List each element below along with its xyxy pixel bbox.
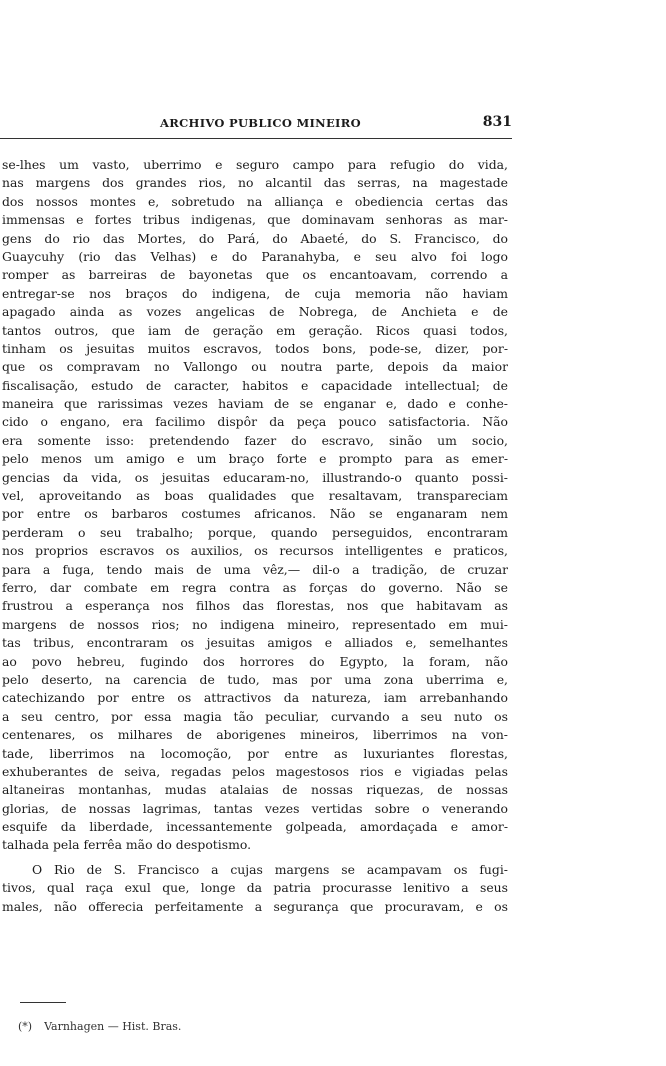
text-line: entregar-se nos braços do indigena, de cuja memoria não haviam	[2, 285, 508, 301]
paragraph-2	[2, 861, 508, 916]
footnote-text: Varnhagen — Hist. Bras.	[44, 1020, 182, 1033]
text-line: nas margens dos grandes rios, no alcantil das serras, na magestade	[2, 175, 508, 191]
text-line: ferro, dar combate em regra contra as forças do governo. Não se	[2, 579, 508, 595]
text-line: vel, aproveitando as boas qualidades que resaltavam, transpareciam	[2, 488, 508, 504]
running-header	[0, 116, 512, 134]
footnote-rule	[20, 1002, 66, 1003]
text-line: tade, liberrimos na locomoção, por entre as luxuriantes florestas,	[2, 745, 508, 761]
text-line: romper as barreiras de bayonetas que os encantoavam, correndo a	[2, 267, 508, 283]
text-line: gens do rio das Mortes, do Pará, do Abaeté, do S. Francisco, do	[2, 230, 508, 246]
text-line: O Rio de S. Francisco a cujas margens se acampavam os fugi-	[32, 861, 508, 877]
text-line: era somente isso: pretendendo fazer do escravo, sinão um socio,	[2, 432, 508, 448]
footnote	[18, 1020, 181, 1033]
text-line: talhada pela ferrêa mão do despotismo.	[2, 837, 252, 853]
header-rule	[0, 138, 512, 139]
text-line: exhuberantes de seiva, regadas pelos magestosos rios e vigiadas pelas	[2, 763, 508, 779]
text-line: esquife da liberdade, incessantemente golpeada, amordaçada e amor-	[2, 819, 508, 835]
text-line: maneira que rarissimas vezes haviam de se enganar e, dado e conhe-	[2, 396, 508, 412]
text-line: pelo menos um amigo e um braço forte e prompto para as emer-	[2, 451, 508, 467]
text-line: altaneiras montanhas, mudas atalaias de nossas riquezas, de nossas	[2, 782, 508, 798]
text-line: centenares, os milhares de aborigenes mineiros, liberrimos na von-	[2, 727, 508, 743]
paragraph-1	[2, 156, 508, 855]
text-line: Guaycuhy (rio das Velhas) e do Paranahyba, e seu alvo foi logo	[2, 248, 508, 264]
text-line: perderam o seu trabalho; porque, quando perseguidos, encontraram	[2, 524, 508, 540]
body-text	[2, 156, 508, 916]
text-line: dos nossos montes e, sobretudo na alliança e obediencia certas das	[2, 193, 508, 209]
text-line: que os compravam no Vallongo ou noutra parte, depois da maior	[2, 359, 508, 375]
page-number: 831	[482, 114, 512, 130]
text-line: gencias da vida, os jesuitas educaram-no, illustrando-o quanto possi-	[2, 469, 508, 485]
running-title: ARCHIVO PUBLICO MINEIRO	[160, 116, 361, 130]
text-line: por entre os barbaros costumes africanos. Não se enganaram nem	[2, 506, 508, 522]
text-line: para a fuga, tendo mais de uma vêz,— dil-o a tradição, de cruzar	[2, 561, 508, 577]
text-line: nos proprios escravos os auxilios, os recursos intelligentes e praticos,	[2, 543, 508, 559]
text-line: males, não offerecia perfeitamente a segurança que procuravam, e os	[2, 898, 508, 914]
text-line: a seu centro, por essa magia tão peculiar, curvando a seu nuto os	[2, 708, 508, 724]
text-line: tas tribus, encontraram os jesuitas amigos e alliados e, semelhantes	[2, 635, 508, 651]
text-line: frustrou a esperança nos filhos das florestas, nos que habitavam as	[2, 598, 508, 614]
text-line: se-lhes um vasto, uberrimo e seguro campo para refugio do vida,	[2, 157, 508, 172]
text-line: pelo deserto, na carencia de tudo, mas por uma zona uberrima e,	[2, 671, 508, 687]
text-line: tinham os jesuitas muitos escravos, todos bons, pode-se, dizer, por-	[2, 340, 508, 356]
text-line: tivos, qual raça exul que, longe da patria procurasse lenitivo a seus	[2, 880, 508, 896]
text-line: tantos outros, que iam de geração em geração. Ricos quasi todos,	[2, 322, 508, 338]
text-line: glorias, de nossas lagrimas, tantas vezes vertidas sobre o venerando	[2, 800, 508, 816]
footnote-marker: (*)	[18, 1020, 33, 1033]
text-line: cido o engano, era facilimo dispôr da peça pouco satisfactoria. Não	[2, 414, 508, 430]
text-line: immensas e fortes tribus indigenas, que dominavam senhoras as mar-	[2, 212, 508, 228]
text-line: apagado ainda as vozes angelicas de Nobrega, de Anchieta e de	[2, 304, 508, 320]
text-line: ao povo hebreu, fugindo dos horrores do Egypto, la foram, não	[2, 653, 508, 669]
text-line: catechizando por entre os attractivos da natureza, iam arrebanhando	[2, 690, 508, 706]
text-line: fiscalisação, estudo de caracter, habitos e capacidade intellectual; de	[2, 377, 508, 393]
text-line: margens de nossos rios; no indigena mineiro, representado em mui-	[2, 616, 508, 632]
